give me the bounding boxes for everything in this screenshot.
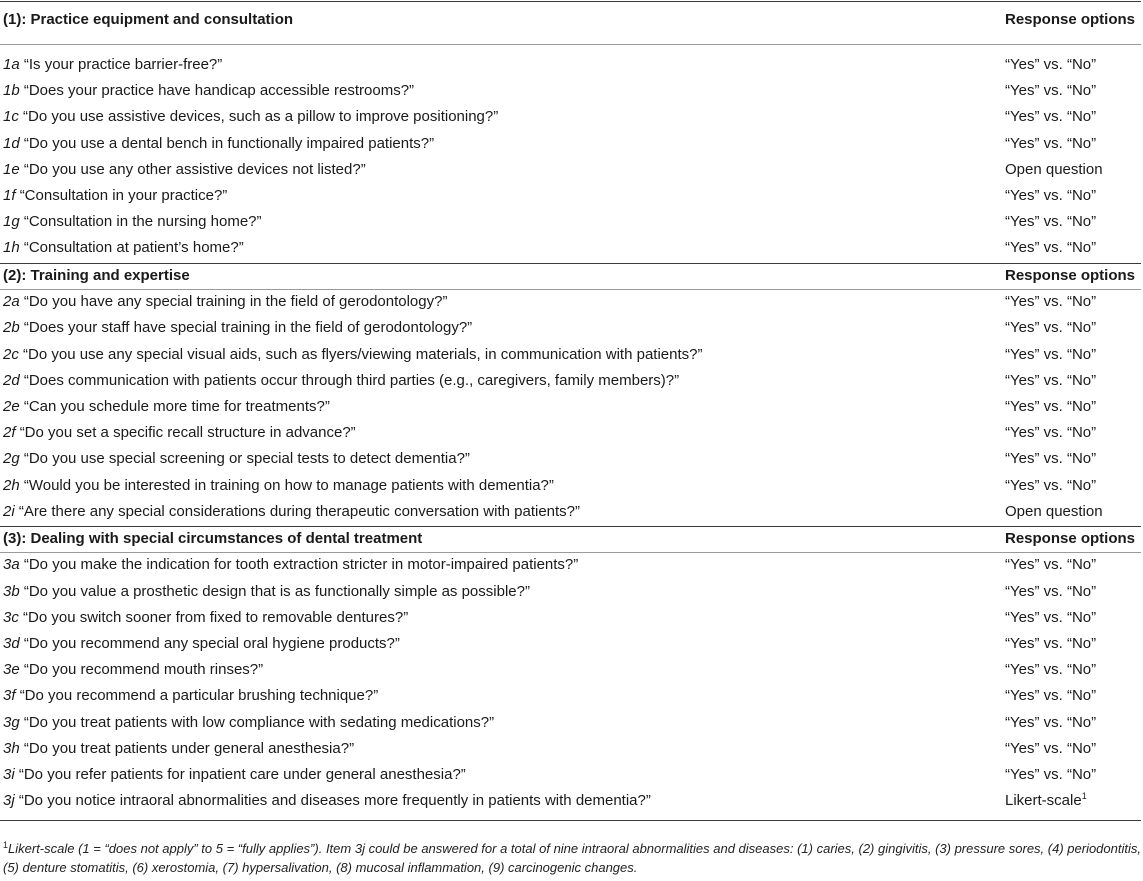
- response-cell: [1005, 394, 1096, 420]
- table-bottom-rule: [0, 820, 1141, 821]
- response-text: “Yes” vs. “No”: [1005, 476, 1097, 494]
- response-cell: [1005, 788, 1087, 814]
- response-cell: [1005, 209, 1096, 235]
- table-row: [0, 52, 1141, 78]
- response-text: “Yes” vs. “No”: [1005, 187, 1097, 204]
- response-cell: [1005, 710, 1096, 736]
- question-cell: [3, 762, 466, 788]
- item-id: 2e: [3, 397, 20, 415]
- item-id: 2h: [3, 476, 20, 494]
- question-text: “Do you recommend mouth rinses?”: [23, 661, 264, 679]
- response-text: “Yes” vs. “No”: [1005, 345, 1097, 363]
- question-text: “Are there any special considerations during therapeutic conversation with patients?”: [18, 502, 581, 520]
- question-cell: [3, 368, 679, 394]
- question-cell: [3, 579, 530, 605]
- question-cell: [3, 631, 400, 657]
- item-id: 1a: [3, 56, 20, 73]
- item-id: 3i: [3, 766, 15, 783]
- response-text: Open question: [1005, 160, 1103, 178]
- item-id: 1e: [3, 160, 20, 178]
- item-id: 1d: [3, 134, 20, 152]
- question-text: “Do you use any other assistive devices not listed?”: [23, 160, 366, 178]
- section-header-rule: [0, 44, 1141, 45]
- question-text: “Do you use assistive devices, such as a pillow to improve positioning?”: [23, 108, 499, 126]
- table-row: [0, 394, 1141, 420]
- response-text: Likert-scale: [1005, 792, 1082, 810]
- response-text: “Yes” vs. “No”: [1005, 319, 1097, 337]
- question-cell: [3, 209, 262, 235]
- table-row: [0, 183, 1141, 209]
- response-text: “Yes” vs. “No”: [1005, 108, 1097, 126]
- table-top-rule: [0, 1, 1141, 2]
- question-text: “Do you use a dental bench in functionally impaired patients?”: [23, 134, 435, 152]
- response-text: “Yes” vs. “No”: [1005, 739, 1097, 757]
- response-cell: [1005, 52, 1096, 78]
- question-text: “Do you use any special visual aids, such as flyers/viewing materials, in communication with patients?”: [23, 345, 703, 363]
- question-cell: [3, 552, 578, 578]
- table-row: [0, 605, 1141, 631]
- question-text: “Do you have any special training in the field of gerodontology?”: [23, 293, 448, 311]
- question-cell: [3, 710, 494, 736]
- section-header-2: [0, 263, 1141, 289]
- response-text: “Yes” vs. “No”: [1005, 371, 1097, 389]
- table-row: [0, 235, 1141, 261]
- section-title: (1): Practice equipment and consultation: [3, 11, 294, 28]
- response-cell: [1005, 183, 1096, 209]
- table-row: [0, 446, 1141, 472]
- response-text: “Yes” vs. “No”: [1005, 608, 1097, 626]
- question-text: “Consultation at patient’s home?”: [23, 239, 244, 257]
- item-id: 1g: [3, 213, 20, 231]
- item-id: 2i: [3, 502, 15, 520]
- item-id: 1f: [3, 187, 16, 204]
- response-text: “Yes” vs. “No”: [1005, 397, 1097, 415]
- question-text: “Do you refer patients for inpatient care under general anesthesia?”: [18, 766, 466, 783]
- response-text: “Yes” vs. “No”: [1005, 687, 1097, 705]
- section-title: (2): Training and expertise: [3, 266, 190, 284]
- question-cell: [3, 157, 366, 183]
- question-cell: [3, 657, 263, 683]
- question-cell: [3, 52, 222, 78]
- question-text: “Would you be interested in training on how to manage patients with dementia?”: [23, 476, 554, 494]
- response-cell: [1005, 605, 1096, 631]
- question-text: “Do you notice intraoral abnormalities and diseases more frequently in patients with dementia?”: [18, 792, 651, 810]
- response-options-header: Response options: [1005, 11, 1136, 28]
- table-row: [0, 131, 1141, 157]
- response-text: “Yes” vs. “No”: [1005, 293, 1097, 311]
- section-title: (3): Dealing with special circumstances of dental treatment: [3, 529, 423, 547]
- item-id: 2c: [3, 345, 19, 363]
- response-cell: [1005, 579, 1096, 605]
- response-cell: [1005, 552, 1096, 578]
- response-text: “Yes” vs. “No”: [1005, 661, 1097, 679]
- item-id: 3f: [3, 687, 16, 705]
- question-cell: [3, 315, 472, 341]
- table-row: [0, 499, 1141, 525]
- question-text: “Can you schedule more time for treatments?”: [23, 397, 330, 415]
- response-text: “Yes” vs. “No”: [1005, 424, 1097, 442]
- item-id: 1b: [3, 82, 20, 100]
- table-row: [0, 473, 1141, 499]
- question-text: “Do you treat patients under general anesthesia?”: [23, 739, 355, 757]
- question-cell: [3, 131, 434, 157]
- response-text: “Yes” vs. “No”: [1005, 56, 1097, 73]
- question-cell: [3, 736, 354, 762]
- table-row: [0, 710, 1141, 736]
- table-row: [0, 368, 1141, 394]
- question-text: “Do you recommend a particular brushing technique?”: [19, 687, 379, 705]
- table-row: [0, 420, 1141, 446]
- footnote-marker: 1: [3, 840, 9, 850]
- response-text: “Yes” vs. “No”: [1005, 82, 1097, 100]
- item-id: 2d: [3, 371, 20, 389]
- item-id: 3c: [3, 608, 19, 626]
- question-text: “Is your practice barrier-free?”: [23, 56, 223, 73]
- response-cell: [1005, 657, 1096, 683]
- table-row: [0, 552, 1141, 578]
- table-row: [0, 657, 1141, 683]
- response-cell: [1005, 631, 1096, 657]
- response-text: “Yes” vs. “No”: [1005, 134, 1097, 152]
- item-id: 3g: [3, 713, 20, 731]
- response-text: “Yes” vs. “No”: [1005, 766, 1097, 783]
- question-cell: [3, 499, 580, 525]
- question-cell: [3, 605, 408, 631]
- item-id: 3h: [3, 739, 20, 757]
- question-cell: [3, 394, 330, 420]
- item-id: 2g: [3, 450, 20, 468]
- response-cell: [1005, 368, 1096, 394]
- response-cell: [1005, 131, 1096, 157]
- response-cell: [1005, 157, 1103, 183]
- footnote-text: Likert-scale (1 = “does not apply” to 5 = “fully applies”). Item 3j could be answered for a total of nine intraoral abnormalities and diseases: (1) caries, (2) gingivitis, (3) pressure sores, (4) periodontitis, (5) denture stomatitis, (6) xerostomia, (7) hypersalivation, (8) mucosal inflammation, (9) carcinogenic changes.: [3, 841, 1141, 875]
- question-text: “Consultation in your practice?”: [19, 187, 228, 204]
- section-header-1: [0, 7, 1141, 33]
- footnote-reference: 1: [1081, 791, 1087, 802]
- item-id: 2a: [3, 293, 20, 311]
- question-cell: [3, 78, 414, 104]
- table-row: [0, 157, 1141, 183]
- question-cell: [3, 446, 470, 472]
- question-cell: [3, 788, 651, 814]
- table-row: [0, 209, 1141, 235]
- question-text: “Do you treat patients with low compliance with sedating medications?”: [23, 713, 495, 731]
- question-text: “Do you switch sooner from fixed to removable dentures?”: [23, 608, 409, 626]
- response-text: “Yes” vs. “No”: [1005, 582, 1097, 600]
- response-cell: [1005, 736, 1096, 762]
- table-row: [0, 78, 1141, 104]
- response-cell: [1005, 420, 1096, 446]
- question-text: “Consultation in the nursing home?”: [23, 213, 262, 231]
- question-cell: [3, 420, 356, 446]
- table-row: [0, 315, 1141, 341]
- question-text: “Does communication with patients occur through third parties (e.g., caregivers, family members)?”: [23, 371, 680, 389]
- question-cell: [3, 235, 244, 261]
- item-id: 1c: [3, 108, 19, 126]
- response-options-header: Response options: [1005, 529, 1136, 547]
- table-footnote: [3, 839, 1141, 877]
- response-cell: [1005, 499, 1103, 525]
- response-text: “Yes” vs. “No”: [1005, 713, 1097, 731]
- response-cell: [1005, 289, 1096, 315]
- table-row: [0, 579, 1141, 605]
- response-text: “Yes” vs. “No”: [1005, 213, 1097, 231]
- table-row: [0, 736, 1141, 762]
- response-cell: [1005, 473, 1096, 499]
- question-text: “Do you use special screening or special tests to detect dementia?”: [23, 450, 470, 468]
- table-row: [0, 342, 1141, 368]
- response-cell: [1005, 104, 1096, 130]
- question-text: “Do you recommend any special oral hygiene products?”: [23, 635, 400, 652]
- table-row: [0, 631, 1141, 657]
- response-cell: [1005, 762, 1096, 788]
- item-id: 3e: [3, 661, 20, 679]
- item-id: 3d: [3, 635, 20, 652]
- question-cell: [3, 104, 498, 130]
- question-cell: [3, 183, 227, 209]
- response-cell: [1005, 235, 1096, 261]
- question-cell: [3, 683, 378, 709]
- question-cell: [3, 342, 702, 368]
- item-id: 1h: [3, 239, 20, 257]
- response-text: “Yes” vs. “No”: [1005, 556, 1097, 574]
- question-text: “Does your practice have handicap accessible restrooms?”: [23, 82, 415, 100]
- item-id: 2b: [3, 319, 20, 337]
- table-row: [0, 289, 1141, 315]
- section-header-3: [0, 526, 1141, 552]
- table-row: [0, 104, 1141, 130]
- item-id: 3j: [3, 792, 15, 810]
- response-options-header: Response options: [1005, 266, 1136, 284]
- question-text: “Do you make the indication for tooth extraction stricter in motor-impaired patients?”: [23, 556, 579, 574]
- response-text: “Yes” vs. “No”: [1005, 450, 1097, 468]
- table-row: [0, 788, 1141, 814]
- question-text: “Does your staff have special training in the field of gerodontology?”: [23, 319, 473, 337]
- question-text: “Do you set a specific recall structure in advance?”: [19, 424, 356, 442]
- response-cell: [1005, 315, 1096, 341]
- response-text: Open question: [1005, 502, 1103, 520]
- response-text: “Yes” vs. “No”: [1005, 239, 1097, 257]
- response-cell: [1005, 78, 1096, 104]
- table-row: [0, 762, 1141, 788]
- question-text: “Do you value a prosthetic design that is as functionally simple as possible?”: [23, 582, 530, 600]
- item-id: 3b: [3, 582, 20, 600]
- table-row: [0, 683, 1141, 709]
- response-text: “Yes” vs. “No”: [1005, 635, 1097, 652]
- question-cell: [3, 289, 447, 315]
- question-cell: [3, 473, 554, 499]
- item-id: 3a: [3, 556, 20, 574]
- response-cell: [1005, 683, 1096, 709]
- response-cell: [1005, 446, 1096, 472]
- response-cell: [1005, 342, 1096, 368]
- item-id: 2f: [3, 424, 16, 442]
